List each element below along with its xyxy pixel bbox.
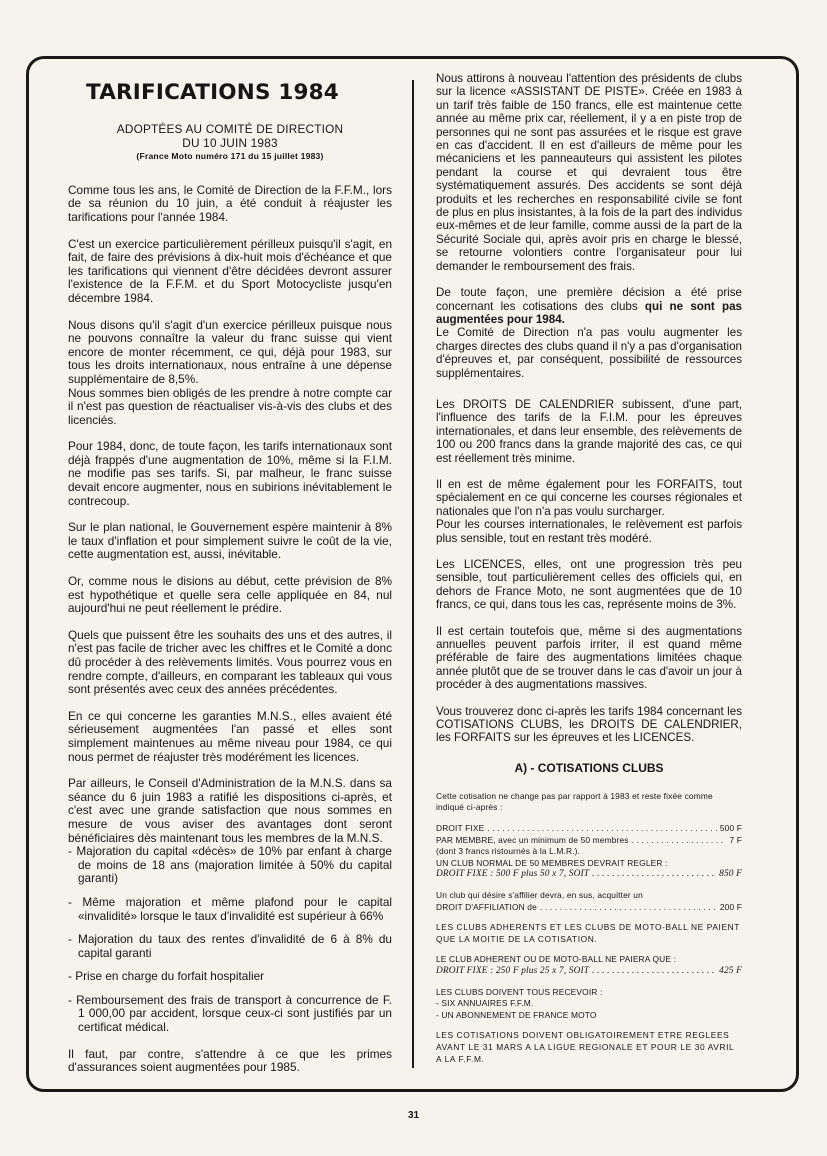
paragraph: Nous attirons à nouveau l'attention des présidents de clubs sur la licence «ASSISTANT DE PISTE». Créée en 1983 à un tarif très faible de 150 francs, elle est maintenue cette année au même prix car, réellement, il y a en piste trop de personnes qui ne sont pas assurées et le risque est grave en cas d'accident. Il en est d'ailleurs de même pour les mécaniciens et les panneauteurs qui assistent les pilotes pendant la course et qui devraient tous être systématiquement assurés. Des accidents se sont déjà produits et les recherches en responsabilité civile se font de plus en plus insistantes, à la fois de la part des individus eux-mêmes et de leur famille, comme aussi de la part de la Sécurité Sociale qui, après avoir pris en charge le blessé, se retourne volontiers contre l'organisateur pour lui demander le remboursement des frais. bbox=[436, 72, 742, 273]
paragraph: Pour 1984, donc, de toute façon, les tarifs internationaux sont déjà frappés d'une augmentation de 10%, même si la F.I.M. ne modifie pas ses tarifs. Si, par malheur, le franc suisse devait encore augmenter, nous en subirions inévitablement le contrecoup. bbox=[68, 439, 392, 508]
paragraph bbox=[436, 478, 742, 545]
tariff-row bbox=[436, 835, 742, 847]
list-item: - UN ABONNEMENT DE FRANCE MOTO bbox=[436, 1009, 597, 1020]
paragraph: En ce qui concerne les garanties M.N.S., elles avaient été sérieusement augmentées l'an passé et elles sont simplement maintenues au même niveau pour 1984, ce qui nous permet de réajuster très modérément les licences. bbox=[68, 708, 392, 764]
leader-dots bbox=[632, 835, 727, 847]
list-item: - Majoration du capital «décès» de 10% par enfant à charge de moins de 18 ans (majoration limitée à 50% du capital garanti) bbox=[68, 844, 392, 886]
paragraph: Or, comme nous le disions au début, cette prévision de 8% est hypothétique et quelle sera celle appliquée en 84, nul aujourd'hui ne peut réellement le prédire. bbox=[68, 574, 392, 616]
list-item: - SIX ANNUAIRES F.F.M. bbox=[436, 998, 534, 1009]
leader-dots bbox=[540, 902, 717, 914]
paragraph-part: De toute façon, une première décision a été prise concernant les cotisations des clubs bbox=[436, 286, 742, 313]
tariff-value: 850 F bbox=[719, 869, 742, 880]
paragraph-part: Le Comité de Direction n'a pas voulu augmenter les charges directes des clubs quand il n'y a pas d'organisation d'épreuves et, par conséquent, possibilité de ressources supplémentaires. bbox=[436, 326, 742, 380]
mns-benefits-list bbox=[68, 777, 392, 1035]
cotisations-table bbox=[436, 791, 742, 1065]
paragraph: C'est un exercice particulièrement périlleux puisqu'il s'agit, en fait, de faire des prévisions à dix-huit mois d'échéance et que les tarifications qui viennent d'être décidées devront assurer l'existence de la F.F.M. et du Sport Motocycliste jusqu'en décembre 1984. bbox=[68, 236, 392, 305]
leader-dots bbox=[487, 823, 716, 835]
subhead-line-2: DU 10 JUIN 1983 bbox=[182, 135, 278, 150]
list-item: - Prise en charge du forfait hospitalier bbox=[68, 969, 265, 984]
paragraph: Quels que puissent être les souhaits des uns et des autres, il n'est pas facile de tricher avec les chiffres et le Comité a donc dû procéder à des relèvements limités. Vous pourrez vous en rendre compte, d'ailleurs, en comparant les tableaux qui vous sont présentés avec ceux des années précédentes. bbox=[68, 627, 392, 697]
tariff-value: 7 F bbox=[729, 834, 742, 845]
tariff-text: LES CLUBS DOIVENT TOUS RECEVOIR : bbox=[436, 986, 603, 997]
tariff-label: DROIT FIXE bbox=[436, 823, 485, 834]
section-heading: A) - COTISATIONS CLUBS bbox=[514, 760, 664, 775]
tariff-row bbox=[436, 823, 742, 835]
tariff-block bbox=[436, 823, 742, 881]
tariff-value: 425 F bbox=[719, 966, 742, 976]
tariff-block bbox=[436, 890, 742, 913]
list-item: - Remboursement des frais de transport à concurrence de F. 1 000,00 par accident, lorsque ceux-ci sont justifiés par un certificat médical. bbox=[68, 992, 392, 1035]
tariff-block bbox=[436, 954, 742, 977]
tariff-text: LES CLUBS ADHERENTS ET LES CLUBS DE MOTO-BALL NE PAIENT QUE LA MOITIE DE LA COTISATION. bbox=[436, 922, 740, 944]
paragraph-part: Nous sommes bien obligés de les prendre à notre compte car il n'est pas question de réactualiser vis-à-vis des clubs et des licenciés. bbox=[68, 385, 392, 427]
subhead-source: (France Moto numéro 171 du 15 juillet 1983) bbox=[136, 151, 324, 162]
tariff-row bbox=[436, 869, 742, 881]
list-item: - Majoration du taux des rentes d'invalidité de 6 à 8% du capital garanti bbox=[68, 932, 392, 960]
tariff-label: DROIT FIXE : 500 F plus 50 x 7, SOIT bbox=[436, 869, 590, 880]
subhead-line-1: ADOPTÉES AU COMITÉ DE DIRECTION bbox=[116, 122, 344, 136]
column-divider bbox=[412, 80, 414, 1068]
subheading bbox=[68, 123, 392, 164]
paragraph-part: Il en est de même également pour les FORFAITS, tout spécialement en ce qui concerne les courses régionales et nationales que l'on n'a pas voulu surcharger. bbox=[436, 477, 742, 518]
paragraph-emphasis: qui ne sont pas augmentées pour 1984. bbox=[436, 299, 743, 326]
paragraph: Sur le plan national, le Gouvernement espère maintenir à 8% le taux d'inflation et pour simplement suivre le coût de la vie, cette augmentation est, aussi, inévitable. bbox=[68, 520, 392, 562]
tariff-block bbox=[436, 987, 742, 1022]
paragraph: Il faut, par contre, s'attendre à ce que les primes d'assurances soient augmentées pour 1985. bbox=[68, 1046, 392, 1075]
tariff-label: DROIT FIXE : 250 F plus 25 x 7, SOIT bbox=[436, 966, 590, 976]
leader-dots bbox=[592, 869, 716, 881]
tariff-label: PAR MEMBRE, avec un minimum de 50 membres bbox=[436, 834, 629, 845]
table-intro: Cette cotisation ne change pas par rapport à 1983 et reste fixée comme indiqué ci-après : bbox=[436, 790, 713, 813]
tariff-value: 200 F bbox=[719, 901, 742, 912]
paragraph-part: Nous disons qu'il s'agit d'un exercice périlleux puisque nous ne pouvons connaître la valeur du franc suisse qui vient encore de monter récemment, ce qui, déjà pour 1983, sur tous les droits internationaux, nous entraîne à une dépense supplémentaire de 8,5%. bbox=[68, 317, 392, 386]
tariff-row bbox=[436, 902, 742, 914]
paragraph: Par ailleurs, le Conseil d'Administration de la M.N.S. dans sa séance du 6 juin 1983 a ratifié les dispositions ci-après, et c'est avec une grande satisfaction que nous sommes en mesure de vous aviser des avantages dont seront bénéficiaires dès maintenant tous les membres de la M.N.S. bbox=[68, 776, 392, 845]
paragraph-part: Pour les courses internationales, le relèvement est parfois plus sensible, tout en restant très modéré. bbox=[436, 518, 742, 545]
paragraph: Comme tous les ans, le Comité de Direction de la F.F.M., lors de sa réunion du 10 juin, a été conduit à réajuster les tarifications pour l'année 1984. bbox=[68, 182, 392, 224]
paragraph: Vous trouverez donc ci-après les tarifs 1984 concernant les COTISATIONS CLUBS, les DROITS DE CALENDRIER, les FORFAITS sur les épreuves et les LICENCES. bbox=[436, 704, 742, 745]
tariff-text: UN CLUB NORMAL DE 50 MEMBRES DEVRAIT REGLER : bbox=[436, 857, 668, 868]
paragraph: Il est certain toutefois que, même si des augmentations annuelles peuvent parfois irriter, il est quand même préférable de faire des augmentations limitées chaque année plutôt que de se trouver dans le cas d'avoir un jour à procéder à des augmentations massives. bbox=[436, 624, 742, 692]
paragraph: Les DROITS DE CALENDRIER subissent, d'une part, l'influence des tarifs de la F.I.M. pour les épreuves internationales, et dans leur ensemble, des relèvements de 100 ou 200 francs dans la grande majorité des cas, ce qui est réellement très minime. bbox=[436, 397, 742, 465]
tariff-row bbox=[436, 966, 742, 978]
paragraph bbox=[436, 286, 742, 380]
paragraph: Les LICENCES, elles, ont une progression très peu sensible, tout particulièrement celles des officiels qui, en dehors de France Moto, ne sont augmentées que de 10 francs, ce qui, dans tous les cas, représente moins de 3%. bbox=[436, 558, 742, 612]
paragraph bbox=[68, 319, 392, 428]
page-title: TARIFICATIONS 1984 bbox=[86, 80, 339, 105]
tariff-label: DROIT D'AFFILIATION de bbox=[436, 901, 537, 912]
tariff-text: LE CLUB ADHERENT OU DE MOTO-BALL NE PAIERA QUE : bbox=[436, 954, 677, 965]
tariff-value: 500 F bbox=[719, 823, 742, 834]
page-number: 31 bbox=[407, 1110, 420, 1121]
right-column bbox=[436, 72, 742, 1074]
leader-dots bbox=[592, 966, 716, 978]
tariff-text: LES COTISATIONS DOIVENT OBLIGATOIREMENT ETRE REGLEES AVANT LE 31 MARS A LA LIGUE REGIONALE ET POUR LE 30 AVRIL A LA F.F.M. bbox=[436, 1030, 734, 1064]
tariff-note: (dont 3 francs ristournés à la L.M.R.). bbox=[436, 846, 581, 857]
tariff-text: Un club qui désire s'affilier devra, en sus, acquitter un bbox=[436, 890, 643, 901]
left-column bbox=[68, 72, 392, 1088]
list-item: - Même majoration et même plafond pour le capital «invalidité» lorsque le taux d'invalidité est supérieur à 66% bbox=[68, 894, 392, 923]
